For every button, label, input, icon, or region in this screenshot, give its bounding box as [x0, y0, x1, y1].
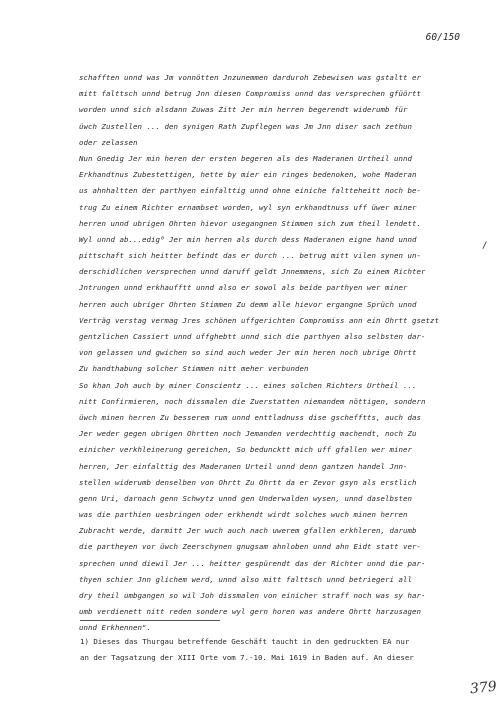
- body-line: herren auch ubriger Ohrten Stimmen Zu demm alle hievor ergangne Sprüch unnd: [79, 299, 417, 309]
- body-line: Zubracht werde, darmitt Jer wuch auch nach uwerem gfallen erkhleren, darumb: [79, 526, 417, 536]
- body-text: [79, 70, 471, 637]
- body-line: schafften unnd was Jm vonnötten Jnzunemmen darduroh Zebewisen was gstaltt er: [79, 73, 421, 82]
- body-line: sprechen unnd diewil Jer ... heitter gespürendt das der Richter unnd die par-: [79, 558, 426, 568]
- body-line: herren unnd ubrigen Ohrten hievor usegangnen Stimmen sich zum theil lendett.: [79, 218, 421, 228]
- body-line: umb verdienett nitt reden sondere wyl gern horen was andere Ohrtt harzusagen: [79, 607, 421, 617]
- body-line: Wyl unnd ab...edig⁰ Jer min herren als durch dess Maderanen eigne hand unnd: [79, 234, 417, 244]
- body-line: worden unnd sich alsdann Zuwas Zitt Jer min herren begerendt widerumb für: [79, 105, 408, 115]
- body-line: pittschaft sich heitter befindt das er durch ... betrug mitt vilen synen un-: [79, 251, 421, 261]
- body-line: us ahnhaltten der parthyen einfalttig unnd ohne einiche faltteheitt noch be-: [79, 186, 421, 196]
- body-line: dry theil umbgangen so wil Joh dissmalen von einicher straff noch was sy har-: [79, 591, 426, 600]
- body-line: stellen widerumb denselben von Ohrtt Zu Ohrtt da er Zevor gsyn als erstlich: [79, 477, 417, 487]
- body-line: was die parthien uesbringen oder erkhendt wirdt solches wuch minen herren: [79, 510, 408, 520]
- body-line: herren, Jer einfalttig des Maderanen Urteil unnd denn gantzen handel Jnn-: [79, 461, 408, 471]
- body-line: gentzlichen Cassiert unnd uffghebtt unnd sich die parthyen also selbsten dar-: [79, 332, 426, 341]
- body-line: die partheyen vor üwch Zeerschynen gnugsam ahnloben unnd ahn Eidt statt ver-: [79, 542, 421, 552]
- body-line: Zu handthabung solcher Stimmen nitt meher verbunden: [79, 364, 309, 374]
- body-line: unnd Erkhennen".: [79, 623, 151, 633]
- body-line: Jer weder gegen ubrigen Ohrtten noch Jemanden verdechttig machendt, noch Zu: [79, 429, 417, 439]
- page-number: 60/150: [425, 32, 460, 43]
- corner-stamp: 379: [469, 678, 498, 698]
- body-line: thyen schier Jnn glichem werd, unnd also mitt falttsch unnd betriegeri all: [79, 574, 412, 584]
- footnote-divider: [80, 620, 220, 621]
- margin-mark: /: [482, 241, 488, 251]
- body-line: von gelassen und gwichen so sind auch weder Jer min heren noch ubrige Ohrtt: [79, 348, 417, 358]
- body-line: Jntrungen unnd erkhaufftt unnd also er sowol als beide parthyen wer miner: [79, 283, 408, 293]
- body-line: trug Zu einem Richter ernambset worden, wyl syn erkhandtnuss uff üwer miner: [79, 202, 417, 212]
- body-line: einicher verkhleinerung gereichen, So beduncktt mich uff gfallen wer miner: [79, 445, 412, 455]
- body-line: So khan Joh auch by miner Conscientz ... eines solchen Richters Urtheil ...: [79, 380, 417, 390]
- footnote: [80, 634, 480, 665]
- body-line: oder zelassen: [79, 137, 138, 147]
- body-line: derschidlichen versprechen unnd daruff geldt Jnnemmens, sich Zu einem Richter: [79, 267, 426, 277]
- body-line: genn Uri, darnach genn Schwytz unnd gen Underwalden wysen, unnd daselbsten: [79, 493, 412, 503]
- body-line: mitt falttsch unnd betrug Jnn diesen Compromiss unnd das versprechen gfüörtt: [79, 89, 421, 99]
- body-line: nitt Confirmieren, noch dissmalen die Zuerstatten niemandem nöttigen, sondern: [79, 396, 426, 406]
- body-line: Verträg verstag vermag Jres schönen uffgerichten Compromiss ann ein Ohrtt gsetzt: [79, 315, 439, 325]
- body-line: üwch Zustellen ... den synigen Rath Zupflegen was Jm Jnn diser sach zethun: [79, 121, 412, 131]
- body-line: Nun Gnedig Jer min heren der ersten begeren als des Maderanen Urtheil unnd: [79, 153, 412, 163]
- body-line: Erkhandtnus Zubestettigen, hette by mier ein ringes bedenoken, wohe Maderan: [79, 170, 417, 180]
- body-line: üwch minen herren Zu besserem rum unnd enttladnuss dise gschefftts, auch das: [79, 412, 421, 422]
- footnote-line: 1) Dieses das Thurgau betreffende Geschäft taucht in den gedruckten EA nur: [80, 637, 410, 646]
- footnote-line: an der Tagsatzung der XIII Orte vom 7.-10. Mai 1619 in Baden auf. An dieser: [80, 652, 414, 662]
